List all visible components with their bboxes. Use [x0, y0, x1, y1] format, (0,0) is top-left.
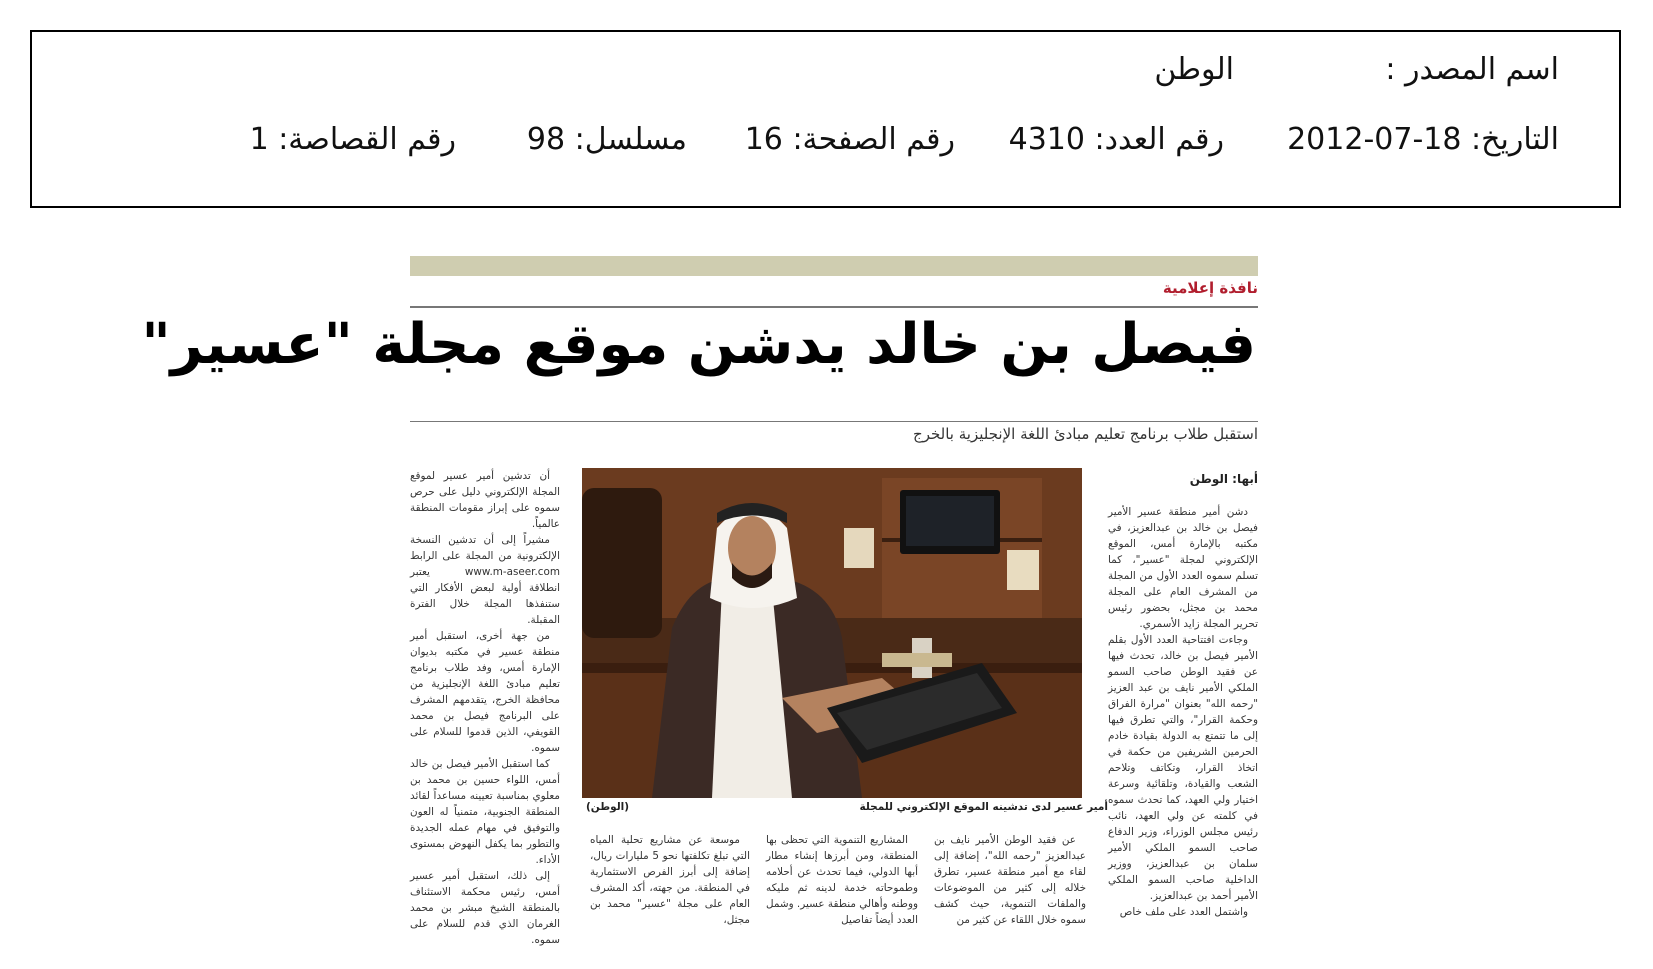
paragraph: كما استقبل الأمير فيصل بن خالد أمس، اللواء حسين بن محمد بن معلوي بمناسبة تعيينه مساعداً لقائد المنطقة الجنوبية، متمنياً له العون والتوفيق في مهام عمله الجديدة والتطور بما يكفل النهوض بمستوى الأداء.	[410, 758, 560, 866]
paragraph: موسعة عن مشاريع تحلية المياه التي تبلغ تكلفتها نحو 5 مليارات ريال، إضافة إلى أبرز الفرص الاستثمارية في المنطقة. من جهته، أكد المشرف العام على مجلة "عسير" محمد بن مجثل،	[590, 834, 750, 926]
paragraph: المشاريع التنموية التي تحظى بها المنطقة، ومن أبرزها إنشاء مطار أبها الدولي، فيما تحدث عن أحلامه وطموحاته خدمة لدينه ثم مليكه ووطنه وأهالي منطقة عسير. وشمل العدد أيضاً تفاصيل	[766, 834, 918, 926]
paragraph: مشيراً إلى أن تدشين النسخة الإلكترونية من المجلة على الرابط www.m-aseer.com يعتبر انطلاقة أولية لبعض الأفكار التي ستنفذها المجلة خلال الفترة المقبلة.	[410, 534, 560, 626]
photo-credit: (الوطن)	[586, 801, 630, 813]
section-tag: نافذة إعلامية	[1162, 279, 1258, 297]
paragraph: أن تدشين أمير عسير لموقع المجلة الإلكتروني دليل على حرص سموه على إبراز مقومات المنطقة عالمياً.	[410, 470, 560, 530]
divider-line	[410, 306, 1258, 308]
paragraph: من جهة أخرى، استقبل أمير منطقة عسير في مكتبه بديوان الإمارة أمس، وفد طلاب برنامج تعليم مبادئ اللغة الإنجليزية من محافظة الخرج، يتقدمهم المشرف على البرنامج فيصل بن محمد القويفي، الذين قدموا للسلام على سموه.	[410, 630, 560, 754]
source-value: الوطن	[1154, 52, 1234, 87]
page-number-field: رقم الصفحة: 16	[744, 122, 955, 157]
paragraph: إلى ذلك، استقبل أمير عسير أمس، رئيس محكمة الاستئناف بالمنطقة الشيخ مبشر بن محمد الغرمان الذي قدم للسلام على سموه.	[410, 870, 560, 946]
source-info-box	[30, 30, 1621, 208]
paragraph: واشتمل العدد على ملف خاص	[1119, 906, 1248, 918]
paragraph: عن فقيد الوطن الأمير نايف بن عبدالعزيز "رحمه الله"، إضافة إلى لقاء مع أمير منطقة عسير، تطرق خلاله إلى كثير من الموضوعات والملفات التنموية، حيث كشف سموه خلال اللقاء عن كثير من	[934, 834, 1086, 926]
article-column-bottom-3	[590, 832, 750, 944]
article-column-left	[410, 468, 560, 944]
headline: فيصل بن خالد يدشن موقع مجلة "عسير"	[141, 312, 1256, 377]
article-photo	[582, 468, 1082, 798]
clip-number-field: رقم القصاصة: 1	[249, 122, 456, 157]
subheadline: استقبل طلاب برنامج تعليم مبادئ اللغة الإنجليزية بالخرج	[913, 425, 1258, 443]
article-column-right	[1108, 504, 1258, 944]
divider-line	[410, 421, 1258, 422]
byline: أبها: الوطن	[1189, 472, 1258, 486]
issue-number-field: رقم العدد: 4310	[1008, 122, 1224, 157]
photo-illustration	[582, 468, 1082, 798]
serial-field: مسلسل: 98	[526, 122, 687, 157]
date-field: التاريخ: 18-07-2012	[1287, 122, 1559, 157]
article-column-bottom-2	[766, 832, 918, 944]
newspaper-clipping	[141, 256, 1258, 950]
article-column-bottom-1	[934, 832, 1086, 944]
top-color-bar	[410, 256, 1258, 276]
paragraph: دشن أمير منطقة عسير الأمير فيصل بن خالد بن عبدالعزيز، في مكتبه بالإمارة أمس، الموقع الإلكتروني لمجلة "عسير"، كما تسلم سموه العدد الأول من المجلة من المشرف العام على المجلة محمد بن مجثل، بحضور رئيس تحرير المجلة زايد الأسمري.	[1108, 506, 1258, 630]
source-label: اسم المصدر :	[1385, 52, 1559, 87]
paragraph: وجاءت افتتاحية العدد الأول بقلم الأمير فيصل بن خالد، تحدث فيها عن فقيد الوطن صاحب السمو الملكي الأمير نايف بن عبد العزيز "رحمه الله" بعنوان "مرارة الفراق وحكمة القرار"، والتي تطرق فيها إلى ما تتمتع به الدولة بقيادة خادم الحرمين الشريفين من حكمة في اتخاذ القرار، وتكاتف وتلاحم الشعب والقيادة، وتلقائية وسرعة اختيار ولي العهد، كما تحدث سموه في كلمته عن ولي العهد، نائب رئيس مجلس الوزراء، وزير الدفاع صاحب السمو الملكي الأمير سلمان بن عبدالعزيز، ووزير الداخلية صاحب السمو الملكي الأمير أحمد بن عبدالعزيز.	[1108, 634, 1258, 902]
photo-caption: أمير عسير لدى تدشينه الموقع الإلكتروني للمجلة	[859, 801, 1108, 813]
